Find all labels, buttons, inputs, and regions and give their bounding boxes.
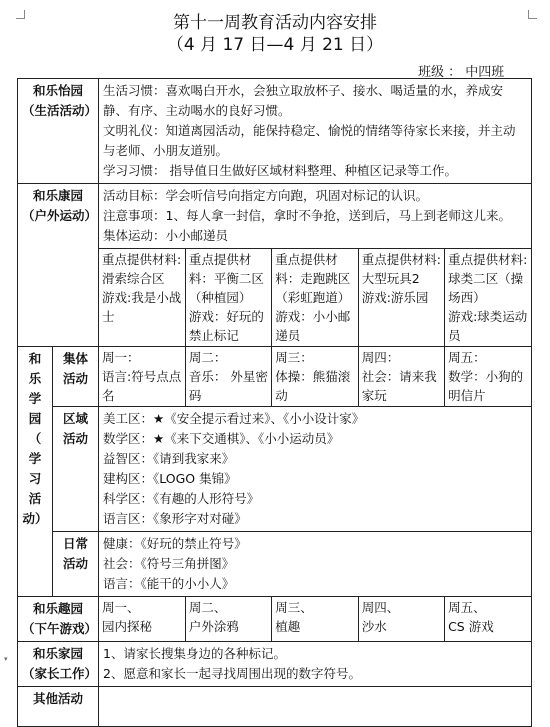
other-activities-content	[99, 687, 532, 727]
date-range: （4 月 17 日—4 月 21 日）	[166, 35, 384, 55]
etiquette-text: 文明礼仪：知道离园活动，能保持稳定、愉悦的情绪等待家长来接，并主动与老师、小朋友道别。	[103, 123, 516, 158]
afternoon-games-days	[99, 597, 532, 642]
zone-cell: 重点提供材料:大型玩具2 游戏:游乐园	[358, 249, 444, 346]
zone-cell: 重点提供材料:滑索综合区 游戏:我是小战士	[99, 249, 185, 346]
study-label: 和 乐 学 园 （ 学 习 活 动）	[18, 347, 53, 597]
life-content	[99, 79, 532, 184]
study-habit-text: 学习习惯： 指导值日生做好区域材料整理、种植区记录等工作。	[103, 163, 457, 178]
document-title: 第十一周教育活动内容安排	[173, 13, 377, 33]
parent-work-row	[18, 642, 532, 687]
daily-activity-content: 健康：《好玩的禁止符号》 社会：《符号三角拼图》 语言：《能干的小小人》	[99, 532, 532, 597]
area-activity-row	[18, 407, 532, 532]
weekday-cell: 周四： 社会：请来我家玩	[358, 347, 444, 406]
weekday-cell: 周一、 园内探秘	[99, 597, 185, 641]
weekday-cell: 周四、 沙水	[358, 597, 444, 641]
weekday-cell: 周三、 植趣	[272, 597, 358, 641]
parent-work-content: 1、请家长搜集身边的各种标记。 2、愿意和家长一起寻找周围出现的数字符号。	[99, 642, 532, 687]
health-zones	[99, 249, 532, 347]
weekday-cell: 周五： 数学：小狗的明信片	[448, 350, 524, 403]
health-label: 和乐康园 （户外运动）	[18, 184, 99, 347]
weekday-cell: 周二： 音乐： 外星密码	[185, 347, 271, 406]
zone-cell: 重点提供材料：走跑跳区（彩虹跑道） 游戏：小小邮递员	[272, 249, 358, 346]
life-row	[18, 79, 532, 184]
afternoon-games-row	[18, 597, 532, 642]
group-activity-label: 集体 活动	[53, 347, 99, 407]
other-activities-row	[18, 687, 532, 727]
health-goals: 活动目标：学会听信号向指定方向跑，巩固对标记的认识。 注意事项：1、每人拿一封信，拿时不争抢，送到后，马上到老师这儿来。 集体运动：小小邮递员	[99, 184, 532, 249]
daily-activity-label: 日常 活动	[53, 532, 99, 597]
weekday-cell: 周一： 语言:符号点点名	[99, 347, 185, 406]
area-activity-content: 美工区：★《安全提示看过来》、《小小设计家》 数学区：★《来下交通棋》、《小小运动员》 益智区：《请到我家来》 建构区：《LOGO 集锦》 科学区：《有趣的人形符号》 语言区：《象形字对对碰》	[99, 407, 532, 532]
group-activity-days	[99, 347, 532, 407]
other-label: 其他活动	[18, 687, 99, 727]
weekday-cell: 周二、 户外涂鸦	[185, 597, 271, 641]
home-label: 和乐家园 （家长工作）	[18, 642, 99, 687]
group-activity-row	[18, 347, 532, 407]
daily-activity-row	[18, 532, 532, 597]
life-habit-text: 生活习惯：喜欢喝白开水，会独立取放杯子、接水、喝适量的水，养成安静、有序、主动喝水的良好习惯。	[103, 83, 504, 118]
weekday-cell: 周三： 体操：熊猫滚动	[272, 347, 358, 406]
fun-label: 和乐趣园 （下午游戏）	[18, 597, 99, 642]
zone-cell: 重点提供材料:球类二区（操场西） 游戏:球类运动员	[448, 252, 528, 343]
health-row	[18, 184, 532, 249]
weekday-cell: 周五、 CS 游戏	[448, 600, 494, 634]
area-activity-label: 区域 活动	[53, 407, 99, 532]
class-label: 班级 ： 中四班	[418, 65, 505, 80]
margin-arrow-icon: ▾	[4, 655, 8, 663]
life-label: 和乐怡园 （生活活动）	[18, 79, 99, 184]
weekly-plan-table	[17, 78, 532, 727]
zone-cell: 重点提供材料：平衡二区（种植园） 游戏：好玩的禁止标记	[185, 249, 271, 346]
